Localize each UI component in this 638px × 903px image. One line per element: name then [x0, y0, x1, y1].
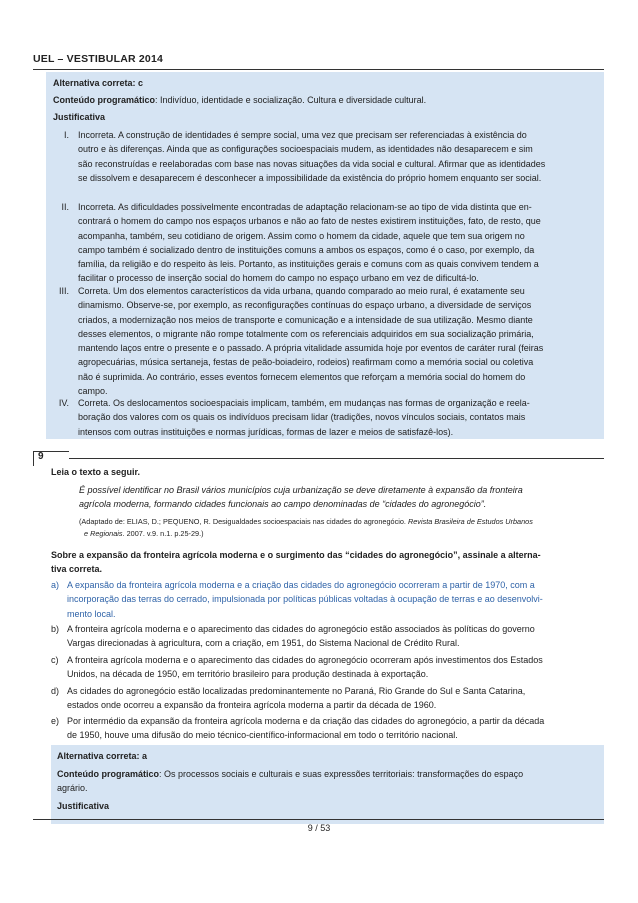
option-b-text [67, 622, 600, 651]
text-line: criados, a modernização nos meios de transporte e comunicação e a intensidade de sua utilização. Mesmo diante [78, 314, 533, 325]
answer-label-q8: Alternativa correta: c [53, 78, 144, 88]
option-a-letter: a) [51, 580, 60, 590]
text-line: contrará o homem do campo nos espaços urbanos e não ao fato de nestes existirem instituições, fato, de resto, que [78, 216, 541, 227]
item-iii-text [78, 284, 599, 398]
program-line-q8 [53, 93, 426, 107]
text-line: Correta. Os deslocamentos socioespaciais implicam, também, em mudanças nas formas de organização e reela- [78, 398, 530, 408]
option-line: A fronteira agrícola moderna e o aparecimento das cidades do agronegócio estão associados às políticas do governo [67, 624, 535, 634]
text-line: outro e às diferenças. Ainda que as configurações socioespaciais mudem, as identidades não desaparecem e sim [78, 144, 533, 155]
text-line: não é suprimida. Ao contrário, esses eventos fornecem elementos que reforçam a memória social do homem do [78, 371, 526, 382]
item-number: II. [61, 202, 69, 212]
text-line: se dissolvem e desaparecem é desconhecer a impossibilidade da existência do próprio homem enquanto ser social. [78, 172, 542, 183]
text-line: facilitar o processo de inserção social do homem do campo no espaço urbano em vez de dificultá-lo. [78, 273, 479, 284]
justification-label-q8: Justificativa [53, 112, 106, 122]
stem-line: tiva correta. [51, 564, 103, 575]
quote-line: É possível identificar no Brasil vários municípios cuja urbanização se deve diretamente à expansão da fronteira [79, 485, 523, 495]
program-text: : Indivíduo, identidade e socialização. Cultura e diversidade cultural. [155, 95, 427, 105]
option-line: Vargas direcionadas à agricultura, com a criação, em 1951, do Sistema Nacional de Crédito Rural. [67, 638, 460, 649]
item-number: I. [63, 130, 69, 140]
quote-source [79, 516, 599, 540]
journal-title: Revista Brasileira de Estudos Urbanos [407, 517, 533, 526]
text-line: família, da religião e do respeito às leis. Portanto, as instituições gerais e comuns com as quais convivem tendem a [78, 259, 539, 270]
item-number: IV. [58, 398, 69, 408]
option-line: Por intermédio da expansão da fronteira agrícola moderna e da criação das cidades do agronegócio, a partir da década [67, 716, 545, 726]
option-c-letter: c) [51, 655, 59, 665]
text-line: Incorreta. A construção de identidades é sempre social, uma vez que precisam ser referenciadas à existência do [78, 130, 527, 140]
text-line: Incorreta. As dificuldades possivelmente encontradas de adaptação relacionam-se ao tipo de vida distinta que en- [78, 202, 532, 212]
question-stem [51, 548, 602, 577]
question-number: 9 [38, 451, 44, 462]
option-e-text [67, 714, 600, 743]
footer-divider [33, 819, 604, 820]
source-line: e Regionais. 2007. v.9. n.1. p.25-29.) [84, 529, 204, 538]
program-label: Conteúdo programático [53, 95, 156, 105]
quote-block [79, 483, 599, 512]
justification-label-q9: Justificativa [57, 801, 110, 811]
option-line: A expansão da fronteira agrícola moderna e a criação das cidades do agronegócio ocorreram a partir de 1970, com a [67, 580, 535, 590]
question-intro: Leia o texto a seguir. [51, 467, 141, 477]
question-divider [69, 458, 604, 459]
program-line: agrário. [57, 783, 88, 794]
answer-label-q9: Alternativa correta: a [57, 751, 148, 761]
option-d-text [67, 684, 600, 713]
option-e-letter: e) [51, 716, 60, 726]
header-divider [33, 69, 604, 70]
item-iv-text [78, 396, 599, 439]
option-line: Unidos, na década de 1950, em território brasileiro para produção destinada à exportação. [67, 669, 429, 680]
program-line [57, 767, 598, 781]
journal-title-cont: e Regionais [84, 529, 123, 538]
option-line: A fronteira agrícola moderna e o aparecimento das cidades do agronegócio ocorreram após investimentos dos Estados [67, 655, 543, 665]
text-line: agropecuárias, música sertaneja, festas de peão-boiadeiro, rodeios) reafirmam como a memória social ou coletiva [78, 357, 534, 368]
text-line: desses elementos, o migrante não rompe totalmente com os referenciais adquiridos em sua socialização primária, [78, 328, 534, 339]
option-a-text [67, 578, 600, 621]
item-ii-text [78, 200, 599, 286]
option-line: de 1950, houve uma difusão do meio técnico-científico-informacional em todo o território nacional. [67, 730, 458, 741]
item-i-text [78, 128, 599, 185]
program-text: : Os processos sociais e culturais e suas expressões territoriais: transformações do espaço [159, 769, 524, 779]
source-line: (Adaptado de: ELIAS, D.; PEQUENO, R. Desigualdades socioespaciais nas cidades do agronegócio. Revista Brasileira de Estudos Urbanos [79, 517, 533, 526]
text-line: boração dos valores com os quais os indivíduos precisam lidar (tradições, novos vínculos sociais, contatos mais [78, 412, 526, 423]
page-header-title: UEL – VESTIBULAR 2014 [33, 53, 164, 65]
text-line: intensos com outras instituições e normas jurídicas, formas de lazer e meios de satisfazê-los). [78, 426, 454, 437]
text-line: são reconstruídas e reelaboradas com base nas novas situações da vida social e cultural. Afirmar que as identidades [78, 158, 546, 169]
item-number: III. [58, 286, 69, 296]
text-line: campo. [78, 386, 108, 397]
quote-line: agrícola moderna, formando cidades funcionais ao campo denominadas de “cidades do agronegócio”. [79, 499, 487, 510]
option-line: As cidades do agronegócio estão localizadas predominantemente no Paraná, Rio Grande do Sul e Santa Catarina, [67, 686, 526, 696]
text-line: dinamismo. Observe-se, por exemplo, as reconfigurações contínuas do espaço urbano, a diversidade de serviços [78, 300, 532, 311]
program-label: Conteúdo programático [57, 769, 160, 779]
option-line: mento local. [67, 608, 116, 619]
option-c-text [67, 653, 600, 682]
option-line: incorporação das terras do cerrado, impulsionada por políticas públicas voltadas à ocupação de terras e ao desenvolvi- [67, 594, 543, 605]
option-d-letter: d) [51, 686, 60, 696]
text-line: campo também é socializado dentro de instituições comuns a ambos os espaços, como é o caso, por exemplo, da [78, 244, 535, 255]
text-line: Correta. Um dos elementos característicos da vida urbana, quando comparado ao meio rural, é exatamente seu [78, 286, 525, 296]
text-line: mantendo laços entre o presente e o passado. A própria vitalidade assumida hoje por eventos de caráter rural (feiras [78, 343, 544, 354]
stem-line: Sobre a expansão da fronteira agrícola moderna e o surgimento das “cidades do agronegócio”, assinale a alterna- [51, 550, 541, 560]
option-b-letter: b) [51, 624, 60, 634]
option-line: estados onde ocorreu a expansão da fronteira agrícola moderna a partir da década de 1960. [67, 700, 437, 711]
text-line: acompanha, também, seu cotidiano de origem. Assim como o homem da cidade, aquele que tem sua origem no [78, 230, 525, 241]
page-number: 9 / 53 [307, 823, 331, 833]
program-block-q9 [57, 767, 598, 796]
